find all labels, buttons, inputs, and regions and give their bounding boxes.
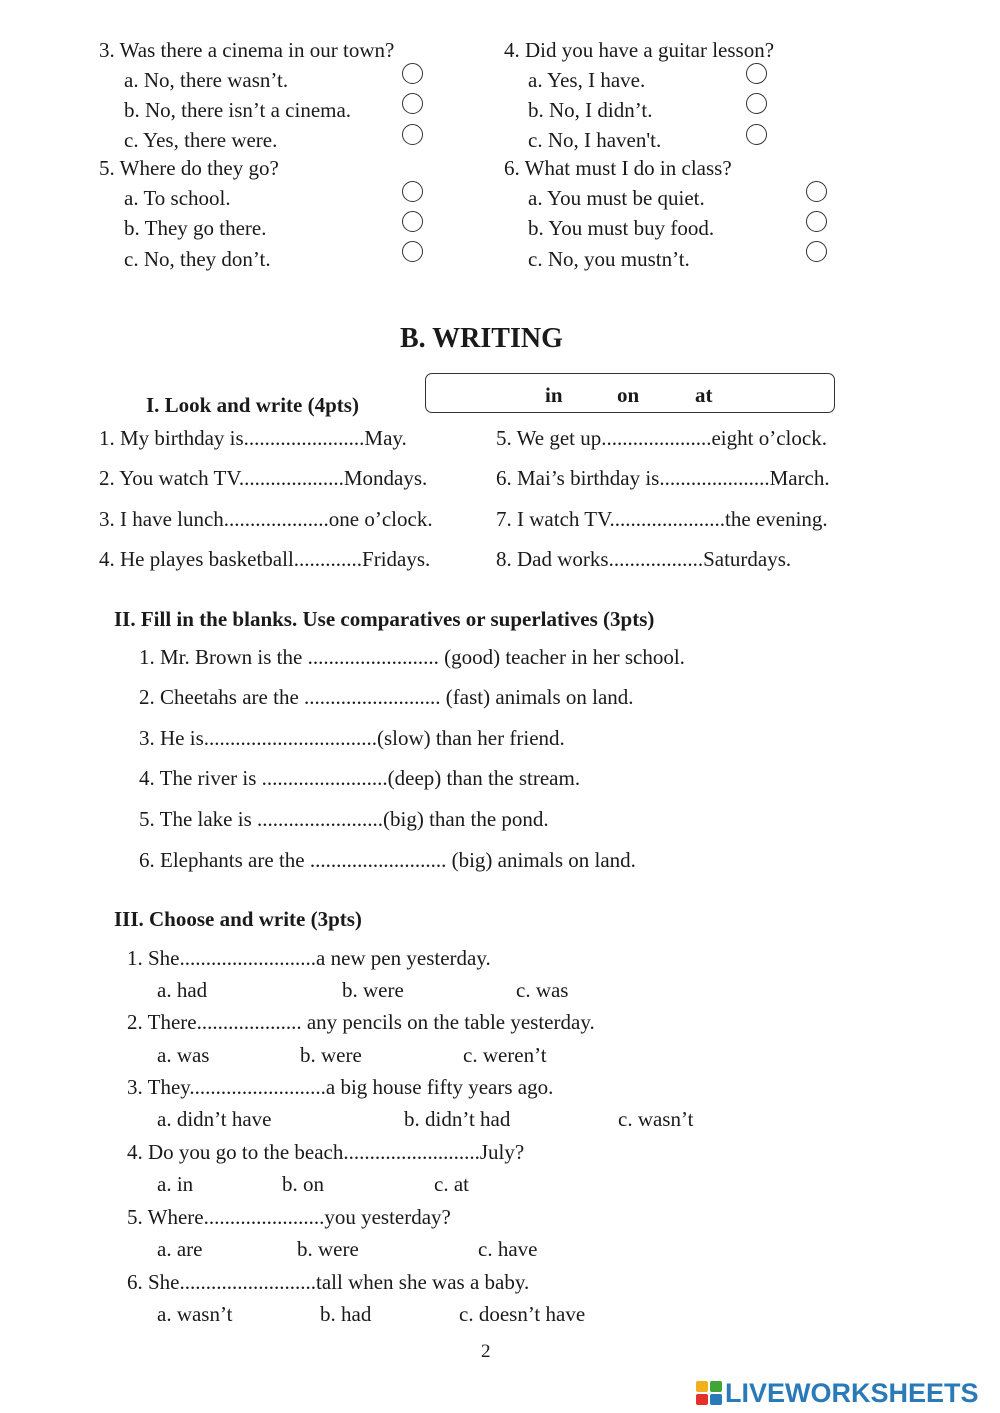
option-text: a. You must be quiet. <box>528 186 705 210</box>
fill-item[interactable]: 1. My birthday is.......................May. <box>99 426 407 450</box>
radio-option-3a[interactable] <box>402 63 423 84</box>
choose-option[interactable]: b. on <box>282 1172 324 1196</box>
option-text: b. No, there isn’t a cinema. <box>124 98 352 122</box>
fill-item[interactable]: 4. The river is ........................(deep) than the stream. <box>139 766 581 790</box>
fill-item[interactable]: 6. Elephants are the .......................... (big) animals on land. <box>139 848 636 872</box>
option-text: a. To school. <box>124 186 231 210</box>
fill-item[interactable]: 7. I watch TV......................the evening. <box>496 507 828 531</box>
choose-option[interactable]: a. had <box>157 978 208 1002</box>
radio-option-4c[interactable] <box>746 124 767 145</box>
fill-item[interactable]: 8. Dad works..................Saturdays. <box>496 547 792 571</box>
radio-option-3b[interactable] <box>402 93 423 114</box>
choose-option[interactable]: b. were <box>297 1237 359 1261</box>
section-heading: B. WRITING <box>400 323 563 354</box>
option-text: b. They go there. <box>124 216 267 240</box>
fill-item[interactable]: 4. He playes basketball.............Fridays. <box>99 547 431 571</box>
option-text: c. No, I haven't. <box>528 128 662 152</box>
choose-option[interactable]: c. at <box>434 1172 469 1196</box>
choose-option[interactable]: b. were <box>300 1043 362 1067</box>
choose-question[interactable]: 3. They..........................a big house fifty years ago. <box>127 1075 554 1099</box>
choose-option[interactable]: b. were <box>342 978 404 1002</box>
choose-option[interactable]: a. wasn’t <box>157 1302 233 1326</box>
fill-item[interactable]: 5. We get up.....................eight o’clock. <box>496 426 827 450</box>
option-text: c. Yes, there were. <box>124 128 278 152</box>
choose-option[interactable]: b. didn’t had <box>404 1107 511 1131</box>
choose-option[interactable]: c. wasn’t <box>618 1107 694 1131</box>
option-text: a. Yes, I have. <box>528 68 646 92</box>
option-text: c. No, you mustn’t. <box>528 247 690 271</box>
fill-item[interactable]: 3. I have lunch....................one o’clock. <box>99 507 433 531</box>
choose-option[interactable]: c. have <box>478 1237 538 1261</box>
part-2-title: II. Fill in the blanks. Use comparatives or superlatives (3pts) <box>114 607 655 631</box>
radio-option-6a[interactable] <box>806 181 827 202</box>
fill-item[interactable]: 1. Mr. Brown is the ......................... (good) teacher in her school. <box>139 645 685 669</box>
choose-question[interactable]: 1. She..........................a new pen yesterday. <box>127 946 491 970</box>
choose-question[interactable]: 4. Do you go to the beach..........................July? <box>127 1140 525 1164</box>
choose-option[interactable]: a. are <box>157 1237 203 1261</box>
choose-option[interactable]: b. had <box>320 1302 372 1326</box>
choose-question[interactable]: 5. Where.......................you yesterday? <box>127 1205 451 1229</box>
choose-option[interactable]: c. was <box>516 978 569 1002</box>
part-3-title: III. Choose and write (3pts) <box>114 907 362 931</box>
choose-option[interactable]: c. weren’t <box>463 1043 547 1067</box>
choose-option[interactable]: a. was <box>157 1043 210 1067</box>
part-1-title: I. Look and write (4pts) <box>146 393 359 417</box>
option-text: b. You must buy food. <box>528 216 715 240</box>
question-text: 3. Was there a cinema in our town? <box>99 38 395 62</box>
choose-option[interactable]: c. doesn’t have <box>459 1302 586 1326</box>
fill-item[interactable]: 5. The lake is ........................(big) than the pond. <box>139 807 549 831</box>
option-text: a. No, there wasn’t. <box>124 68 289 92</box>
choose-option[interactable]: a. in <box>157 1172 194 1196</box>
choose-question[interactable]: 2. There.................... any pencils on the table yesterday. <box>127 1010 595 1034</box>
radio-option-6c[interactable] <box>806 241 827 262</box>
fill-item[interactable]: 2. You watch TV....................Mondays. <box>99 466 428 490</box>
option-text: b. No, I didn’t. <box>528 98 653 122</box>
fill-item[interactable]: 3. He is.................................(slow) than her friend. <box>139 726 565 750</box>
brand-name: LIVEWORKSHEETS <box>725 1377 979 1408</box>
question-text: 4. Did you have a guitar lesson? <box>504 38 775 62</box>
radio-option-5a[interactable] <box>402 181 423 202</box>
page-number: 2 <box>481 1341 491 1362</box>
choose-option[interactable]: a. didn’t have <box>157 1107 272 1131</box>
word-bank-item: at <box>695 383 713 407</box>
radio-option-5b[interactable] <box>402 211 423 232</box>
radio-option-4a[interactable] <box>746 63 767 84</box>
fill-item[interactable]: 2. Cheetahs are the .......................... (fast) animals on land. <box>139 685 634 709</box>
radio-option-5c[interactable] <box>402 241 423 262</box>
word-bank-item: on <box>617 383 640 407</box>
word-bank-box <box>425 373 835 413</box>
question-text: 5. Where do they go? <box>99 156 279 180</box>
fill-item[interactable]: 6. Mai’s birthday is.....................March. <box>496 466 830 490</box>
option-text: c. No, they don’t. <box>124 247 271 271</box>
radio-option-6b[interactable] <box>806 211 827 232</box>
radio-option-4b[interactable] <box>746 93 767 114</box>
word-bank-item: in <box>545 383 563 407</box>
question-text: 6. What must I do in class? <box>504 156 732 180</box>
choose-question[interactable]: 6. She..........................tall when she was a baby. <box>127 1270 530 1294</box>
radio-option-3c[interactable] <box>402 124 423 145</box>
liveworksheets-brand <box>696 1376 979 1410</box>
liveworksheets-logo-icon <box>696 1381 722 1405</box>
